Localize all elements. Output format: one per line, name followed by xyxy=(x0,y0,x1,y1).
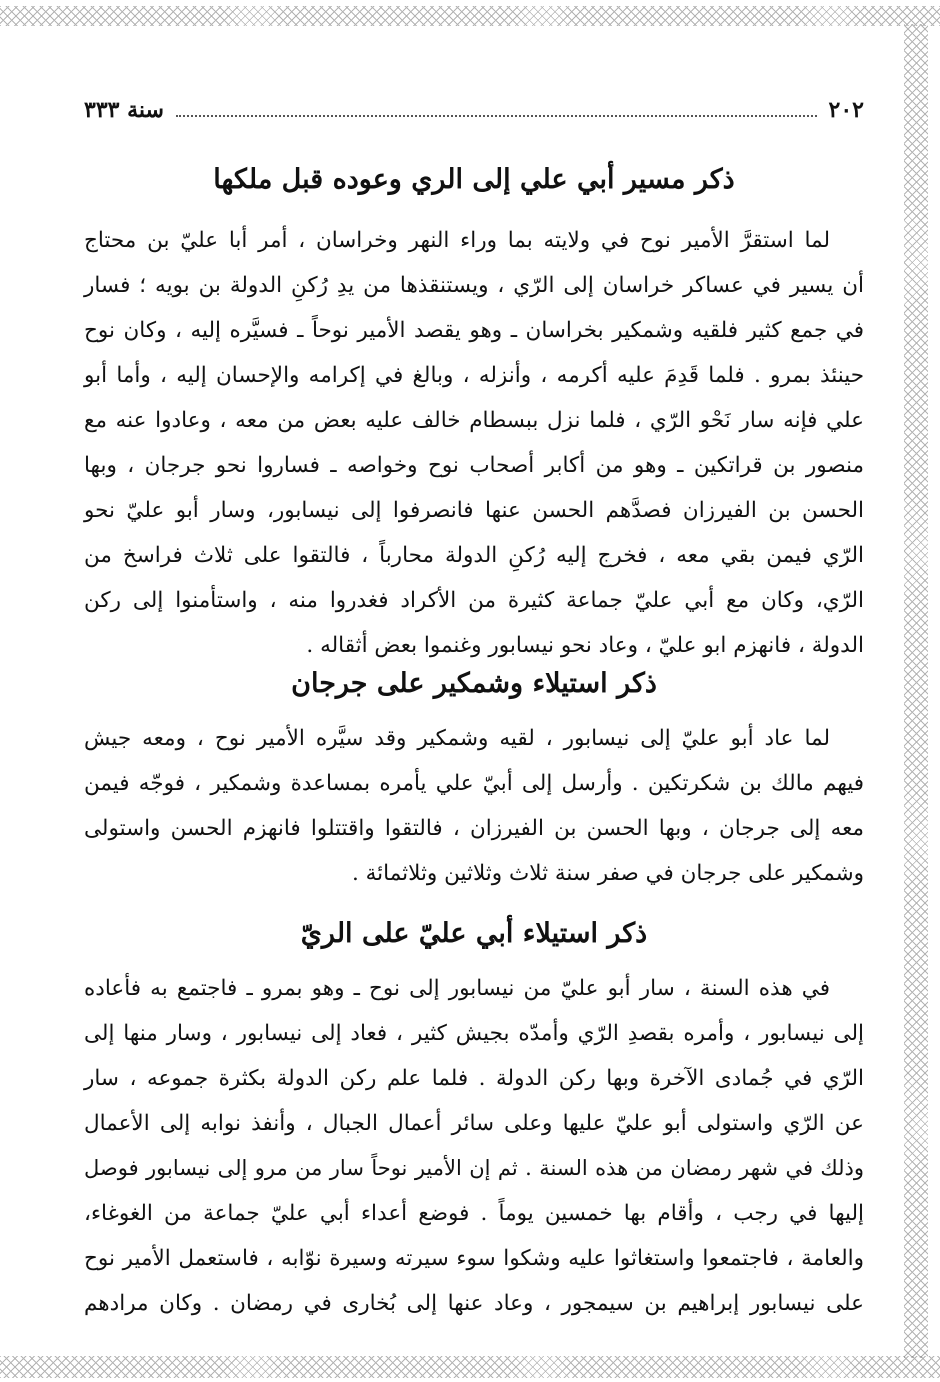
text-line: الرّي في جُمادى الآخرة وبها ركن الدولة . فلما علم ركن الدولة بكثرة جموعه ، سار xyxy=(84,1066,864,1091)
text-line: الدولة ، فانهزم ابو عليّ ، وعاد نحو نيسابور وغنموا بعض أثقاله . xyxy=(306,633,864,658)
text-line: لما استقرَّ الأمير نوح في ولايته بما وراء النهر وخراسان ، أمر أبا عليّ بن محتاج xyxy=(84,228,830,253)
text-line: حينئذ بمرو . فلما قَدِمَ عليه أكرمه ، وأنزله ، وبالغ في إكرامه والإحسان إليه ، وأما أبو xyxy=(84,363,864,388)
page-border-right xyxy=(904,24,928,1358)
section-heading-3: ذكر استيلاء أبي عليّ على الريّ xyxy=(300,918,648,949)
text-line: فيهم مالك بن شكرتكين . وأرسل إلى أبيّ علي يأمره بمساعدة وشمكير ، فوجّه فيمن xyxy=(84,771,864,796)
section-heading-1: ذكر مسير أبي علي إلى الري وعوده قبل ملكها xyxy=(213,164,735,195)
text-line: علي فإنه سار نَحْو الرّي ، فلما نزل ببسطام خالف عليه بعض من معه ، وعادوا عنه مع xyxy=(84,408,864,433)
page-number: ٢٠٢ xyxy=(828,97,864,123)
text-line: منصور بن قراتكين ـ وهو من أكابر أصحاب نوح وخواصه ـ فساروا نحو جرجان ، وبها xyxy=(84,453,864,478)
running-head xyxy=(84,92,864,128)
text-line: الرّي، وكان مع أبي عليّ جماعة كثيرة من الأكراد فغدروا منه ، واستأمنوا إلى ركن xyxy=(84,588,864,613)
text-line: الحسن بن الفيرزان فصدَّهم الحسن عنها فانصرفوا إلى نيسابور، وسار أبو عليّ نحو xyxy=(84,498,864,523)
text-line: وشمكير على جرجان في صفر سنة ثلاث وثلاثين وثلاثمائة . xyxy=(351,861,864,886)
section-paragraph-3 xyxy=(84,966,864,1326)
text-line: في جمع كثير فلقيه وشمكير بخراسان ـ وهو يقصد الأمير نوحاً ـ فسيَّره إليه ، وكان نوح xyxy=(84,318,864,343)
dotted-leader xyxy=(176,115,817,117)
year-label: سنة ٣٣٣ xyxy=(84,97,164,123)
text-line: على نيسابور إبراهيم بن سيمجور ، وعاد عنها إلى بُخارى في رمضان . وكان مرادهم xyxy=(84,1291,864,1316)
page-border-top xyxy=(0,6,940,26)
section-heading-2: ذكر استيلاء وشمكير على جرجان xyxy=(291,668,657,699)
text-line: الرّي فيمن بقي معه ، فخرج إليه رُكنِ الدولة محارباً ، فالتقوا على ثلاث فراسخ من xyxy=(84,543,864,568)
text-line: لما عاد أبو عليّ إلى نيسابور ، لقيه وشمكير وقد سيَّره الأمير نوح ، ومعه جيش xyxy=(84,726,830,751)
text-line: إلى نيسابور ، وأمره بقصدِ الرّي وأمدّه بجيش كثير ، فعاد إلى نيسابور ، وسار منها إلى xyxy=(84,1021,864,1046)
section-paragraph-2 xyxy=(84,716,864,896)
text-line: والعامة ، فاجتمعوا واستغاثوا عليه وشكوا سوء سيرته وسيرة نوّابه ، فاستعمل الأمير نوح xyxy=(84,1246,864,1271)
text-line: إليها في رجب ، وأقام بها خمسين يوماً . فوضع أعداء أبي عليّ جماعة من الغوغاء، xyxy=(84,1201,864,1226)
text-line: معه إلى جرجان ، وبها الحسن بن الفيرزان ، فالتقوا واقتتلوا فانهزم الحسن واستولى xyxy=(84,816,864,841)
page-border-bottom xyxy=(0,1356,940,1378)
text-line: أن يسير في عساكر خراسان إلى الرّي ، ويستنقذها من يدِ رُكنِ الدولة بن بويه ؛ فسار xyxy=(84,273,864,298)
text-line: وذلك في شهر رمضان من هذه السنة . ثم إن الأمير نوحاً سار من مرو إلى نيسابور فوصل xyxy=(84,1156,864,1180)
section-paragraph-1 xyxy=(84,218,864,668)
text-line: عن الرّي واستولى أبو عليّ عليها وعلى سائر أعمال الجبال ، وأنفذ نوابه إلى الأعمال xyxy=(84,1111,864,1136)
text-line: في هذه السنة ، سار أبو عليّ من نيسابور إلى نوح ـ وهو بمرو ـ فاجتمع به فأعاده xyxy=(84,976,830,1001)
